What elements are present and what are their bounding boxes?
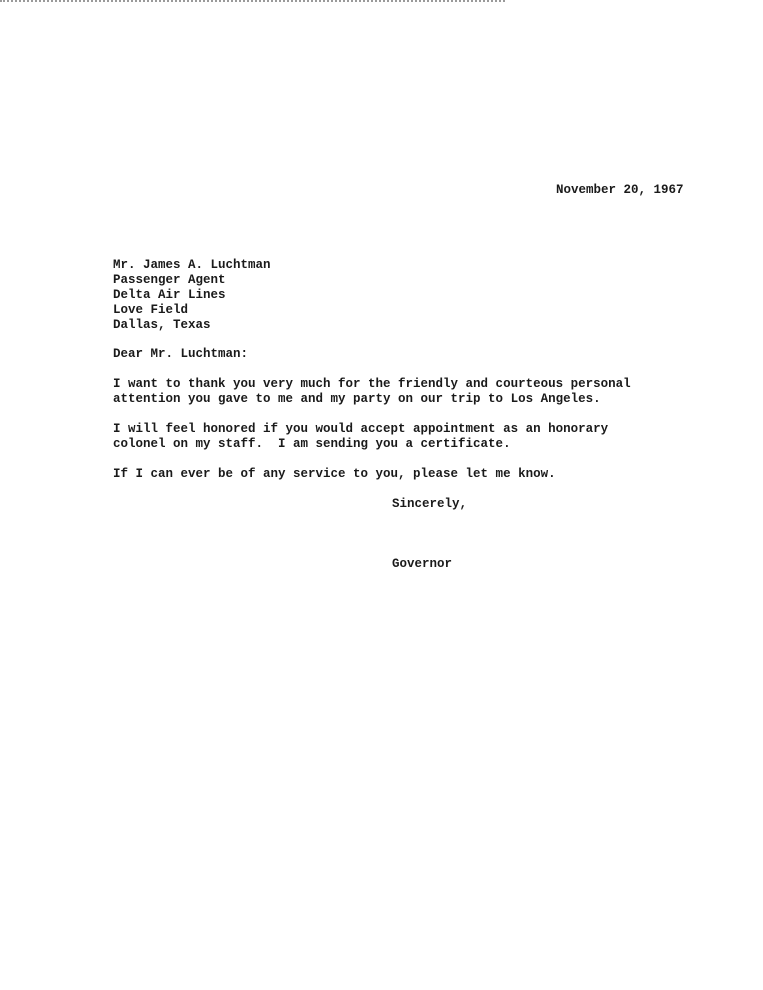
recipient-location: Love Field — [113, 303, 189, 317]
signature-title: Governor — [392, 557, 453, 571]
paragraph-line: colonel on my staff. I am sending you a certificate. — [113, 437, 511, 451]
body-paragraph — [113, 377, 631, 407]
paragraph-line: If I can ever be of any service to you, please let me know. — [113, 467, 556, 481]
recipient-address-block — [113, 258, 271, 333]
salutation: Dear Mr. Luchtman: — [113, 347, 249, 361]
paragraph-line: attention you gave to me and my party on our trip to Los Angeles. — [113, 392, 601, 406]
recipient-company: Delta Air Lines — [113, 288, 226, 302]
body-paragraph — [113, 467, 556, 482]
paragraph-line: I want to thank you very much for the friendly and courteous personal — [113, 377, 631, 391]
letter-date: November 20, 1967 — [556, 183, 684, 197]
paragraph-line: I will feel honored if you would accept appointment as an honorary — [113, 422, 609, 436]
recipient-city: Dallas, Texas — [113, 318, 211, 332]
recipient-title: Passenger Agent — [113, 273, 226, 287]
closing: Sincerely, — [392, 497, 468, 511]
page-edge-rule — [0, 0, 505, 2]
body-paragraph — [113, 422, 608, 452]
recipient-name: Mr. James A. Luchtman — [113, 258, 271, 272]
